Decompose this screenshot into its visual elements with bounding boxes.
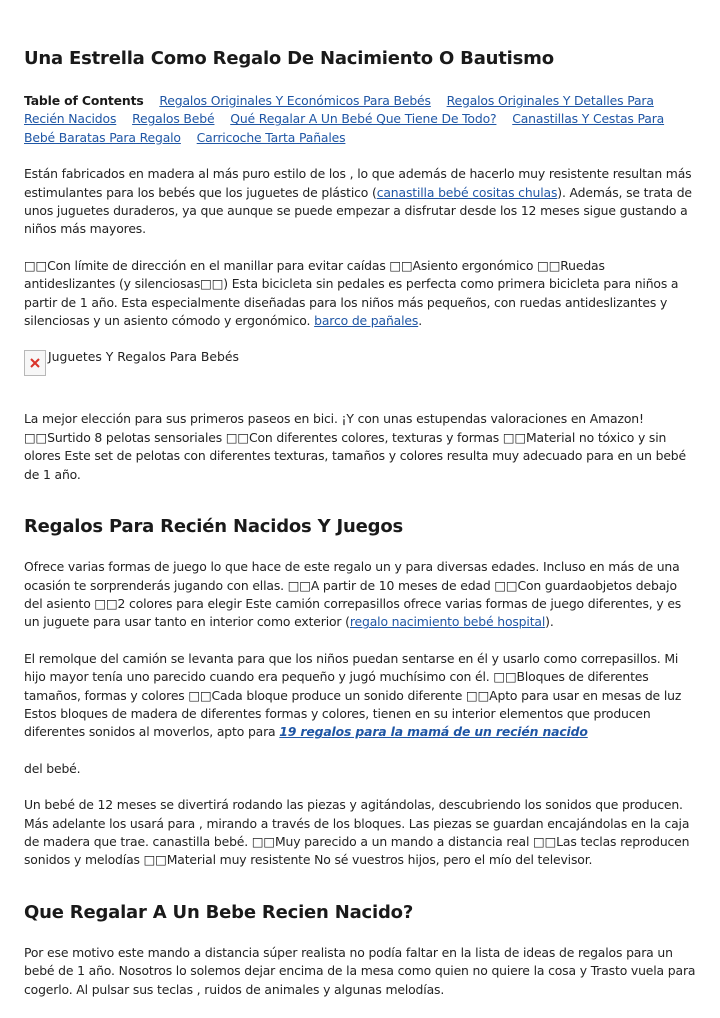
paragraph-primeros-paseos: La mejor elección para sus primeros paseos en bici. ¡Y con unas estupendas valoraciones en Amazon! □□Surtido 8 pelotas sensoriales □□Con diferentes colores, texturas y formas □□Material no tóxico y sin olores Este set de pelotas con diferentes texturas, tamaños y colores resulta muy adecuado para en un bebé de 1 año. <box>24 411 686 482</box>
paragraph-text: Ofrece varias formas de juego lo que hace de este regalo un y para diversas edades. Incluso en más de una ocasión te sorprenderás jugando con ellas. □□A partir de 10 meses de edad □□Con guardaobjetos debajo del asiento □□2 colores para elegir Este camión correpasillos ofrece varias formas de juego diferentes, y es un juguete para usar tanto en interior como exterior ( <box>24 559 682 630</box>
paragraph-del-bebe: del bebé. <box>24 760 81 776</box>
toc-link-que-regalar[interactable]: Qué Regalar A Un Bebé Que Tiene De Todo? <box>230 111 497 127</box>
table-of-contents <box>24 92 696 147</box>
broken-image <box>24 348 696 384</box>
toc-link-canastillas[interactable]: Canastillas Y Cestas Para Bebé Baratas Para Regalo <box>24 111 665 145</box>
broken-image-icon <box>24 350 46 376</box>
paragraph-bicicleta <box>24 257 696 331</box>
image-alt-text: Juguetes Y Regalos Para Bebés <box>48 349 239 365</box>
paragraph-formas-juego <box>24 558 696 632</box>
toc-link-regalos-economicos[interactable]: Regalos Originales Y Económicos Para Bebés <box>159 93 431 108</box>
paragraph-madera <box>24 165 696 239</box>
paragraph-text: ). <box>545 614 554 630</box>
paragraph-text: ). Además, se trata de unos juguetes duraderos, ya que aunque se puede empezar a disfrutar desde los 12 meses sigue gustando a niños más mayores. <box>24 184 692 237</box>
toc-link-carricoche[interactable]: Carricoche Tarta Pañales <box>196 129 346 145</box>
page-title: Una Estrella Como Regalo De Nacimiento O Bautismo <box>24 48 554 69</box>
link-19-regalos[interactable]: 19 regalos para la mamá de un recién nacido <box>279 724 588 740</box>
link-regalo-hospital[interactable]: regalo nacimiento bebé hospital <box>349 614 546 630</box>
section-heading-que-regalar: Que Regalar A Un Bebe Recien Nacido? <box>24 901 414 923</box>
toc-label: Table of Contents <box>24 93 144 108</box>
paragraph-bebe-12-meses: Un bebé de 12 meses se divertirá rodando las piezas y agitándolas, descubriendo los sonidos que producen. Más adelante los usará para , mirando a través de los bloques. Las piezas se guardan encajándolas en la caja de madera que trae. canastilla bebé. □□Muy parecido a un mando a distancia real □□Las teclas reproducen sonidos y melodías □□Material muy resistente No sé vuestros hijos, pero el mío del televisor. <box>24 797 690 868</box>
paragraph-remolque <box>24 650 696 742</box>
toc-link-regalos-bebe[interactable]: Regalos Bebé <box>132 111 215 127</box>
paragraph-text: Están fabricados en madera al más puro estilo de los , lo que además de hacerlo muy resistente resultan más estimulantes para los bebés que los juguetes de plástico ( <box>24 166 692 200</box>
paragraph-text: . <box>418 313 422 329</box>
section-heading-regalos-recien-nacidos: Regalos Para Recién Nacidos Y Juegos <box>24 516 404 538</box>
paragraph-mando-distancia: Por ese motivo este mando a distancia súper realista no podía faltar en la lista de ideas de regalos para un bebé de 1 año. Nosotros lo solemos dejar encima de la mesa como quien no quiere la cosa y Trasto vuela para cogerlo. Al pulsar sus teclas , ruidos de animales y algunas melodías. <box>24 944 696 997</box>
paragraph-text: El remolque del camión se levanta para que los niños puedan sentarse en él y usarlo como correpasillos. Mi hijo mayor tenía uno parecido cuando era pequeño y jugó muchísimo con él. □□Bloques de diferentes tamaños, formas y colores □□Cada bloque produce un sonido diferente □□Apto para usar en mesas de luz Estos bloques de madera de diferentes formas y colores, tienen en su interior elementos que producen diferentes sonidos al moverlos, apto para <box>24 650 682 740</box>
paragraph-text: □□Con límite de dirección en el manillar para evitar caídas □□Asiento ergonómico □□Ruedas antideslizantes (y silenciosas□□) Esta bicicleta sin pedales es perfecta como primera bicicleta para niños a partir de 1 año. Esta especialmente diseñadas para los niños más pequeños, con ruedas antideslizantes y silenciosas y un asiento cómodo y ergonómico. <box>24 257 679 329</box>
link-barco-panales[interactable]: barco de pañales <box>314 313 419 329</box>
link-canastilla-cositas[interactable]: canastilla bebé cositas chulas <box>376 184 558 200</box>
toc-link-regalos-detalles[interactable]: Regalos Originales Y Detalles Para Recién Nacidos <box>24 93 654 127</box>
